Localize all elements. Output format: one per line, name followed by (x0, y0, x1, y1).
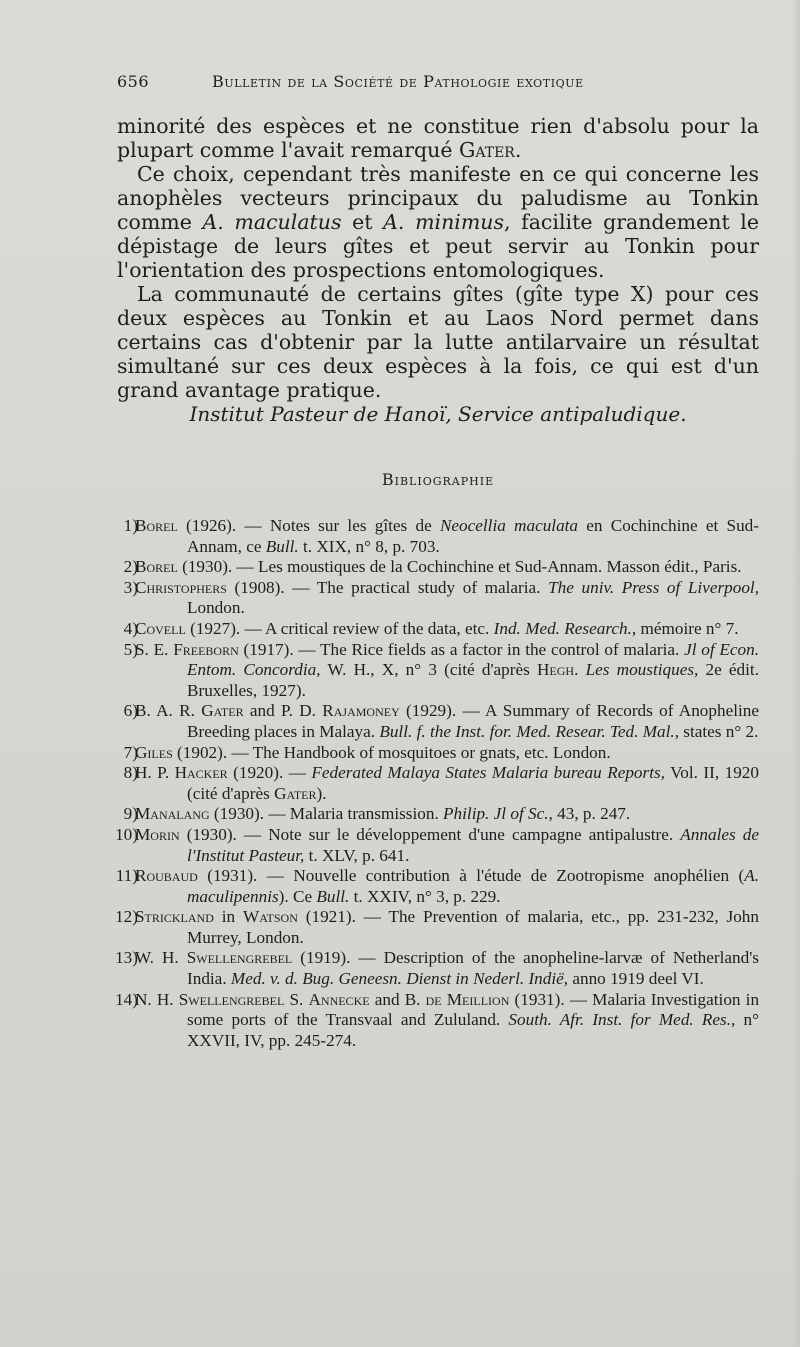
page-number: 656 (117, 72, 150, 91)
bib-entry: 12) Strickland in Watson (1921). — The Prevention of malaria, etc., pp. 231-232, John Murrey, London. (115, 907, 759, 947)
bib-entry: 8) H. P. Hacker (1920). — Federated Malaya States Malaria bureau Reports, Vol. II, 1920 (cité d'après Gater). (123, 763, 759, 803)
bibliography-list (100, 516, 759, 1051)
bib-entry: 13) W. H. Swellengrebel (1919). — Description of the anopheline-larvæ of Netherland's India. Med. v. d. Bug. Geneesn. Dienst in Nederl. Indië, anno 1919 deel VI. (115, 948, 759, 989)
bib-entry: 4) Covell (1927). — A critical review of the data, etc. Ind. Med. Research., mémoire n° 7. (123, 618, 739, 638)
bib-entry: 14) N. H. Swellengrebel S. Annecke and B. de Meillion (1931). — Malaria Investigation in some ports of the Transvaal and Zululand. South. Afr. Inst. for Med. Res., n° XXVII, IV, pp. 245-274. (115, 989, 760, 1050)
bib-entry: 6) B. A. R. Gater and P. D. Rajamoney (1929). — A Summary of Records of Anopheline Breeding places in Malaya. Bull. f. the Inst. for. Med. Resear. Ted. Mal., states n° 2. (123, 701, 759, 741)
bib-entry: 9) Manalang (1930). — Malaria transmission. Philip. Jl of Sc., 43, p. 247. (123, 804, 631, 824)
bib-entry: 10) Morin (1930). — Note sur le développement d'une campagne antipalustre. Annales de l'Institut Pasteur, t. XLV, p. 641. (115, 824, 759, 865)
journal-title: Bulletin de la Société de Pathologie exotique (212, 72, 584, 91)
bib-entry: 11) Roubaud (1931). — Nouvelle contribution à l'étude de Zootropisme anophélien (A. maculipennis). Ce Bull. t. XXIV, n° 3, p. 229. (115, 866, 759, 906)
body-text (117, 114, 759, 402)
paragraph-1: minorité des espèces et ne constitue rien d'absolu pour la plupart comme l'avait remarqué Gater. (117, 114, 759, 162)
bib-entry: 3) Christophers (1908). — The practical study of malaria. The univ. Press of Liverpool, London. (123, 577, 760, 618)
author-name: Gater (459, 138, 515, 162)
bibliography-heading: Bibliographie (381, 470, 495, 489)
bib-entry: 1) Borel (1926). — Notes sur les gîtes de Neocellia maculata en Cochinchine et Sud-Annam, ce Bull. t. XIX, n° 8, p. 703. (123, 516, 759, 556)
paragraph-3: La communauté de certains gîtes (gîte type X) pour ces deux espèces au Tonkin et au Laos Nord permet dans certains cas d'obtenir par la lutte antilarvaire un résultat simultané sur ces deux espèces à la fois, ce qui est d'un grand avantage pratique. (117, 282, 759, 402)
species-name: A. maculatus (202, 210, 342, 234)
institution-signature: Institut Pasteur de Hanoï, Service antipaludique. (189, 402, 687, 426)
bib-entry: 7) Giles (1902). — The Handbook of mosquitoes or gnats, etc. London. (123, 742, 611, 762)
bib-entry: 2) Borel (1930). — Les moustiques de la Cochinchine et Sud-Annam. Masson édit., Paris. (123, 557, 742, 577)
bib-entry: 5) S. E. Freeborn (1917). — The Rice fields as a factor in the control of malaria. Jl of Econ. Entom. Concordia, W. H., X, n° 3 (cité d'après Hegh. Les moustiques, 2e édit. Bruxelles, 1927). (123, 639, 759, 700)
species-name: A. minimus (383, 210, 504, 234)
paragraph-2: Ce choix, cependant très manifeste en ce qui concerne les anophèles vecteurs principaux du paludisme au Tonkin comme A. maculatus et A. minimus, facilite grandement le dépistage de leurs gîtes et peut servir au Tonkin pour l'orientation des prospections entomologiques. (117, 162, 759, 282)
